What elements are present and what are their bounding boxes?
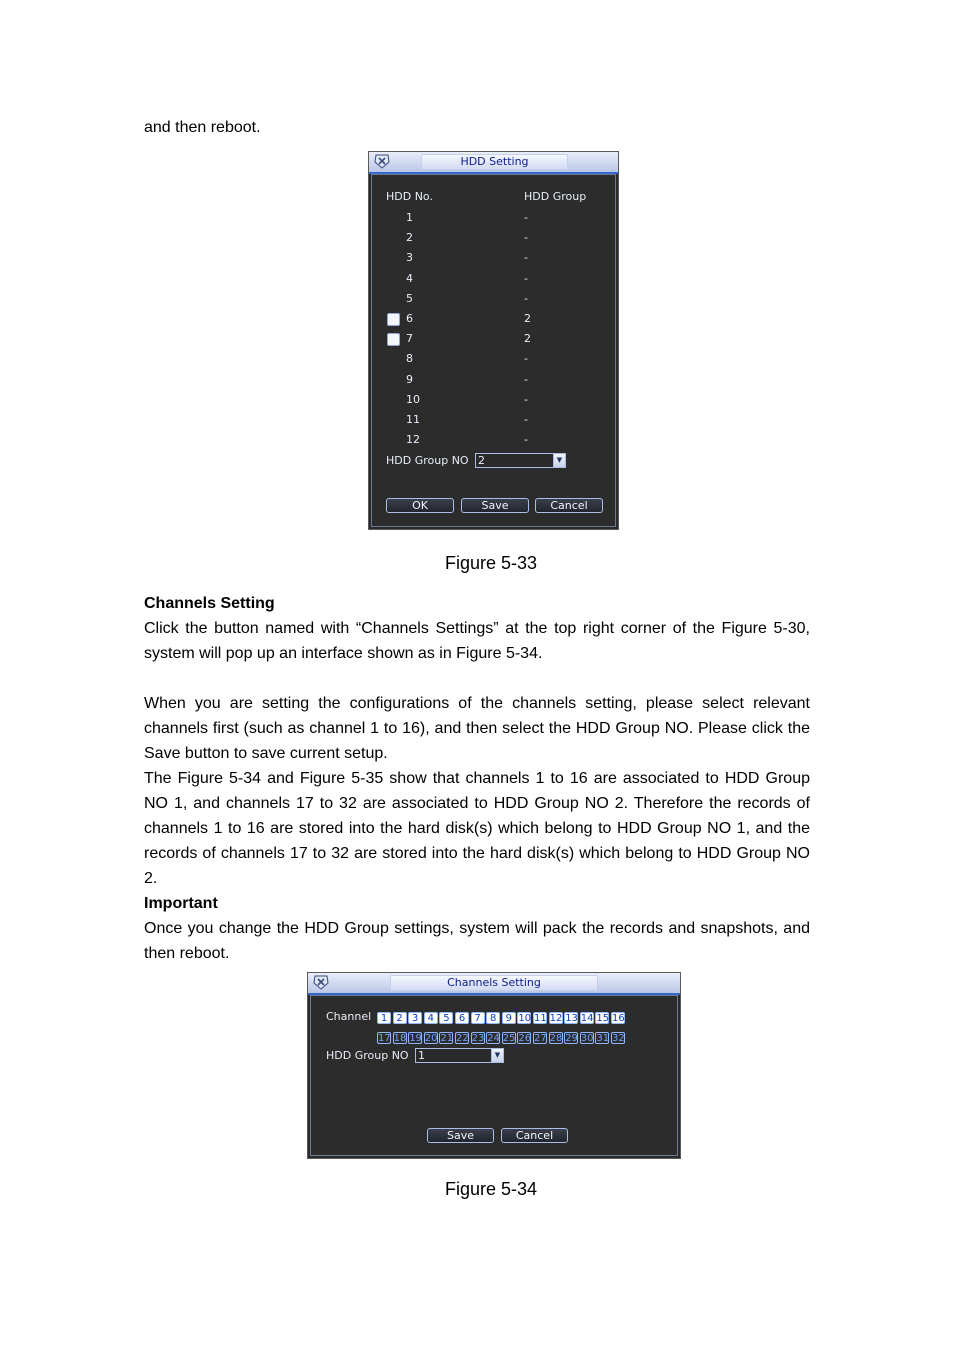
hdd-setting-dialog bbox=[368, 151, 619, 530]
channel-checkbox[interactable]: 25 bbox=[502, 1033, 516, 1044]
save-button[interactable]: Save bbox=[461, 498, 529, 513]
channel-checkbox[interactable]: 21 bbox=[440, 1033, 454, 1044]
channel-checkbox[interactable]: 11 bbox=[534, 1013, 547, 1024]
channels-setting-dialog bbox=[307, 972, 681, 1159]
channel-checkbox[interactable]: 4 bbox=[424, 1012, 438, 1024]
channel-checkbox[interactable]: 31 bbox=[596, 1033, 610, 1044]
hdd-group-no-label: HDD Group NO bbox=[386, 454, 469, 467]
save-button[interactable]: Save bbox=[427, 1128, 494, 1143]
channel-checkbox[interactable]: 8 bbox=[486, 1012, 500, 1024]
channel-checkbox[interactable]: 12 bbox=[549, 1013, 563, 1024]
hdd-row-group: 2 bbox=[524, 332, 531, 346]
app-logo-icon bbox=[373, 153, 391, 170]
hdd-row-number: 11 bbox=[406, 413, 420, 426]
hdd-row-group: 2 bbox=[524, 312, 531, 325]
chevron-down-icon[interactable]: ▼ bbox=[553, 454, 565, 467]
paragraph-important: Once you change the HDD Group settings, system will pack the records and snapshots, and then reboot. bbox=[144, 920, 810, 962]
channel-checkbox[interactable]: 28 bbox=[549, 1033, 563, 1044]
channel-checkbox[interactable]: 15 bbox=[596, 1013, 610, 1024]
channels-dialog-body bbox=[310, 995, 678, 1156]
figure-caption-5-33: Figure 5-33 bbox=[444, 553, 538, 573]
paragraph-channels-config: When you are setting the configurations of the channels setting, please select relevant channels first (such as channel 1 to 16), and then select the HDD Group NO. Please click the Save button to save current setup. bbox=[144, 695, 810, 762]
channel-checkbox[interactable]: 3 bbox=[408, 1012, 422, 1024]
hdd-group-no-value: 2 bbox=[478, 454, 485, 467]
channel-checkbox[interactable]: 29 bbox=[565, 1033, 578, 1044]
app-logo-icon bbox=[312, 974, 330, 991]
channel-checkbox[interactable]: 6 bbox=[455, 1012, 469, 1024]
channel-checkbox[interactable]: 9 bbox=[502, 1012, 516, 1024]
hdd-row-number: 6 bbox=[406, 312, 413, 325]
hdd-dialog-body bbox=[371, 174, 616, 527]
channel-checkbox[interactable]: 20 bbox=[424, 1033, 438, 1044]
channels-group-no-label: HDD Group NO bbox=[326, 1049, 409, 1062]
hdd-row-group: - bbox=[524, 392, 528, 406]
hdd-row-number: 3 bbox=[406, 251, 413, 265]
channel-checkbox[interactable]: 2 bbox=[393, 1012, 407, 1024]
hdd-row-number: 9 bbox=[406, 372, 413, 386]
hdd-row-group: - bbox=[524, 271, 528, 285]
hdd-row-group: - bbox=[524, 231, 528, 245]
paragraph-channels-association: The Figure 5-34 and Figure 5-35 show that channels 1 to 16 are associated to HDD Group NO 1, and channels 17 to 32 are associated to HDD Group NO 2. Therefore the records of channels 1 to 16 are stored into the hard disk(s) which belong to HDD Group NO 1, and the records of channels 17 to 32 are stored into the hard disk(s) which belong to HDD Group NO 2. bbox=[144, 770, 810, 887]
paragraph-reboot-top: and then reboot. bbox=[144, 119, 261, 136]
hdd-row-number: 10 bbox=[406, 392, 420, 406]
hdd-row-number: 1 bbox=[406, 211, 413, 224]
hdd-row-number: 7 bbox=[406, 332, 413, 346]
channel-checkbox[interactable]: 7 bbox=[471, 1012, 485, 1024]
hdd-row-group: - bbox=[524, 352, 528, 366]
hdd-row-number: 2 bbox=[406, 231, 413, 245]
channel-label: Channel bbox=[326, 1010, 372, 1023]
channels-group-no-value: 1 bbox=[418, 1049, 425, 1062]
channel-checkbox[interactable]: 30 bbox=[580, 1033, 594, 1044]
heading-channels-setting: Channels Setting bbox=[144, 595, 275, 612]
channel-checkbox[interactable]: 27 bbox=[534, 1033, 547, 1044]
channel-checkbox[interactable]: 19 bbox=[409, 1033, 422, 1044]
hdd-no-header: HDD No. bbox=[386, 190, 433, 203]
channel-checkbox[interactable]: 26 bbox=[518, 1033, 532, 1044]
cancel-button[interactable]: Cancel bbox=[501, 1128, 568, 1143]
hdd-group-no-select[interactable] bbox=[475, 453, 566, 468]
channel-checkbox[interactable]: 13 bbox=[565, 1013, 578, 1024]
hdd-row-number: 5 bbox=[406, 291, 413, 305]
hdd-dialog-titlebar bbox=[369, 152, 618, 174]
channel-checkbox[interactable]: 14 bbox=[580, 1013, 594, 1024]
channel-checkbox[interactable]: 22 bbox=[456, 1033, 469, 1044]
cancel-button[interactable]: Cancel bbox=[535, 498, 603, 513]
hdd-row-group: - bbox=[524, 211, 528, 224]
hdd-row-checkbox[interactable] bbox=[387, 333, 400, 346]
hdd-row-group: - bbox=[524, 291, 528, 305]
hdd-row-group: - bbox=[524, 251, 528, 265]
chevron-down-icon[interactable]: ▼ bbox=[491, 1049, 503, 1062]
ok-button[interactable]: OK bbox=[386, 498, 454, 513]
channel-checkbox[interactable]: 16 bbox=[612, 1013, 625, 1024]
hdd-row-checkbox[interactable] bbox=[387, 313, 400, 326]
channel-checkbox[interactable]: 5 bbox=[439, 1012, 453, 1024]
channels-dialog-titlebar bbox=[308, 973, 680, 995]
channel-checkbox[interactable]: 17 bbox=[378, 1033, 391, 1044]
hdd-row-group: - bbox=[524, 433, 528, 447]
hdd-dialog-title: HDD Setting bbox=[421, 154, 568, 170]
channels-group-no-select[interactable] bbox=[415, 1048, 504, 1063]
hdd-row-number: 8 bbox=[406, 352, 413, 366]
channel-checkbox[interactable]: 1 bbox=[377, 1012, 391, 1024]
channel-checkbox[interactable]: 18 bbox=[393, 1033, 407, 1044]
channels-dialog-title: Channels Setting bbox=[390, 975, 598, 991]
hdd-row-number: 4 bbox=[406, 271, 413, 285]
figure-caption-5-34: Figure 5-34 bbox=[444, 1179, 538, 1199]
hdd-group-header: HDD Group bbox=[524, 190, 587, 203]
hdd-row-group: - bbox=[524, 413, 528, 426]
hdd-row-group: - bbox=[524, 372, 528, 386]
hdd-row-number: 12 bbox=[406, 433, 420, 447]
channel-checkbox[interactable]: 23 bbox=[471, 1033, 485, 1044]
channel-checkbox[interactable]: 10 bbox=[518, 1013, 532, 1024]
paragraph-channels-intro: Click the button named with “Channels Settings” at the top right corner of the Figure 5-30, system will pop up an interface shown as in Figure 5-34. bbox=[144, 620, 810, 662]
channel-checkbox[interactable]: 32 bbox=[612, 1033, 625, 1044]
channel-checkbox[interactable]: 24 bbox=[487, 1033, 500, 1044]
heading-important: Important bbox=[144, 895, 218, 912]
